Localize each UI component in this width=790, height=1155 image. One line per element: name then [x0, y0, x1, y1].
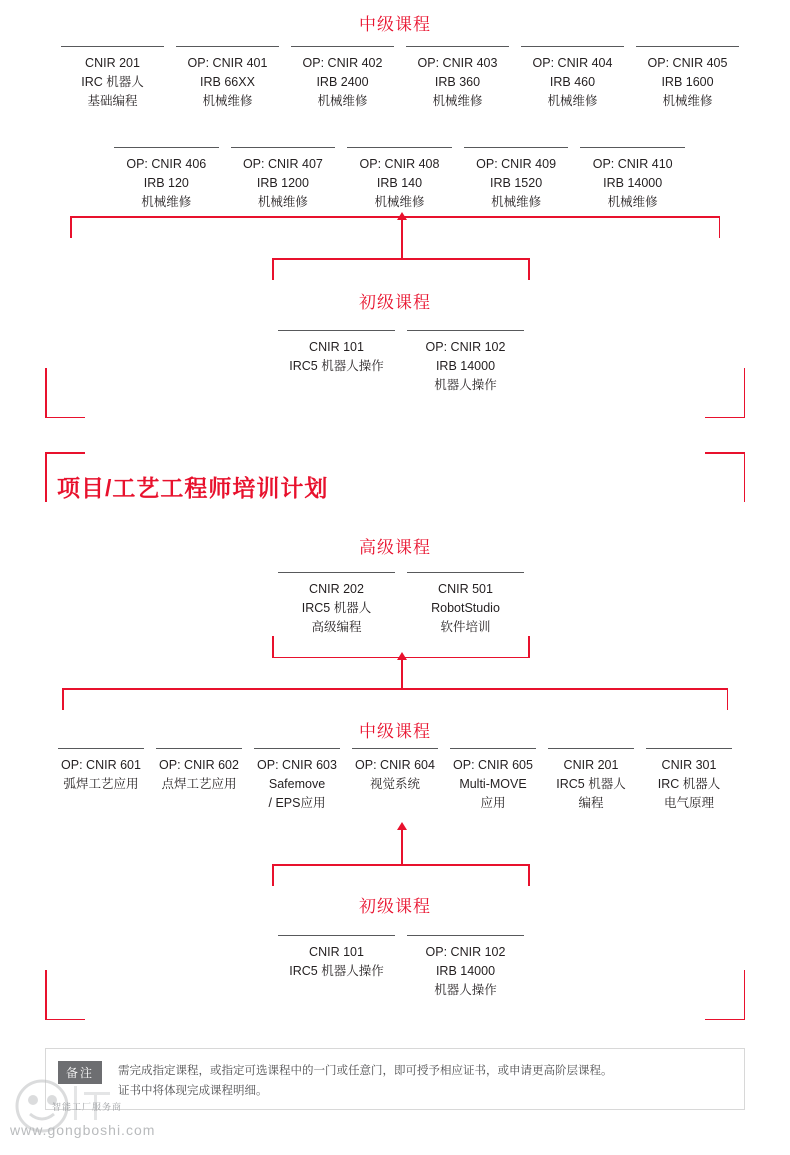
frame-corner-top-right: [705, 452, 745, 502]
course-line2: IRB 14000: [435, 964, 496, 978]
course-card[interactable]: [285, 46, 400, 111]
connector-line: [719, 216, 721, 238]
course-line3: 机械维修: [141, 195, 192, 209]
course-line2: RobotStudio: [431, 601, 500, 615]
watermark-brand: 智能工厂服务商: [52, 1102, 123, 1112]
course-line2: 视觉系统: [369, 777, 420, 791]
course-card[interactable]: [341, 147, 458, 212]
bottom-advanced-title: 高级课程: [359, 538, 431, 557]
course-code: OP: CNIR 407: [231, 147, 336, 174]
course-line3: 机械维修: [491, 195, 542, 209]
course-card[interactable]: [225, 147, 342, 212]
connector-line: [272, 258, 529, 260]
watermark-url: www.gongboshi.com: [10, 1122, 156, 1138]
course-line3: 机器人操作: [434, 983, 497, 997]
top-intermediate-row-2: [108, 147, 691, 212]
course-line2: IRC5 机器人: [301, 601, 372, 615]
course-code: OP: CNIR 601: [58, 748, 144, 775]
top-intermediate-title-wrap: [0, 10, 790, 35]
course-line3: 机械维修: [317, 94, 368, 108]
connector-line: [727, 688, 729, 710]
connector-line: [401, 660, 403, 688]
course-line3: 机械维修: [257, 195, 308, 209]
course-line2: IRB 1600: [661, 75, 714, 89]
connector-line: [70, 216, 72, 238]
course-card[interactable]: [458, 147, 575, 212]
footnote-line-1: 需完成指定课程，或指定可选课程中的一门或任意门，即可授予相应证书，或申请更高阶层课程。: [118, 1065, 613, 1077]
footnote-line-2: 证书中将体现完成课程明细。: [118, 1085, 268, 1097]
course-line3: 高级编程: [311, 620, 362, 634]
course-code: OP: CNIR 406: [114, 147, 219, 174]
arrow-up-icon: [397, 652, 407, 660]
course-card[interactable]: [444, 748, 542, 813]
top-basic-title: 初级课程: [359, 293, 431, 312]
course-card[interactable]: [630, 46, 745, 111]
course-line2: IRC 机器人: [81, 75, 144, 89]
bottom-advanced-row: [272, 572, 530, 637]
course-card[interactable]: [574, 147, 691, 212]
connector-line: [528, 258, 530, 280]
course-code: OP: CNIR 401: [176, 46, 279, 73]
course-line2: IRC 机器人: [657, 777, 721, 791]
course-card[interactable]: [272, 572, 401, 637]
course-line2: IRB 14000: [435, 359, 496, 373]
top-basic-row: [272, 330, 530, 395]
course-code: OP: CNIR 102: [407, 330, 524, 357]
course-card[interactable]: [401, 330, 530, 395]
course-code: OP: CNIR 602: [156, 748, 242, 775]
course-code: OP: CNIR 408: [347, 147, 452, 174]
course-code: CNIR 202: [278, 572, 395, 599]
course-line2: IRC5 机器人: [556, 777, 626, 791]
course-line3: 软件培训: [440, 620, 491, 634]
course-line2: IRC5 机器人操作: [289, 964, 384, 978]
course-line2: IRB 1200: [256, 176, 309, 190]
arrow-up-icon: [397, 212, 407, 220]
course-line2: IRB 66XX: [200, 75, 255, 89]
connector-line: [62, 688, 64, 710]
bottom-intermediate-title: 中级课程: [359, 722, 431, 741]
course-card[interactable]: [52, 748, 150, 794]
connector-line: [401, 218, 403, 258]
course-line3: 机器人操作: [434, 378, 497, 392]
course-code: OP: CNIR 404: [521, 46, 624, 73]
course-code: OP: CNIR 410: [580, 147, 685, 174]
course-card[interactable]: [272, 935, 401, 981]
frame-corner-bottom-left-2: [45, 970, 85, 1020]
course-card[interactable]: [170, 46, 285, 111]
course-line2: IRC5 机器人操作: [289, 359, 384, 373]
footnote-text: [118, 1061, 734, 1101]
connector-line: [62, 688, 728, 690]
course-line3: 机械维修: [547, 94, 598, 108]
course-line2: IRB 460: [549, 75, 596, 89]
course-line2: 弧焊工艺应用: [63, 777, 139, 791]
bottom-intermediate-title-wrap: [0, 717, 790, 742]
course-code: CNIR 301: [646, 748, 732, 775]
course-code: CNIR 201: [548, 748, 634, 775]
course-line2: IRB 2400: [316, 75, 369, 89]
course-line2: Multi-MOVE: [459, 777, 527, 791]
footnote-badge: 备注: [58, 1061, 102, 1084]
course-code: CNIR 501: [407, 572, 524, 599]
course-line2: IRB 360: [434, 75, 481, 89]
bottom-basic-title: 初级课程: [359, 897, 431, 916]
course-card[interactable]: [55, 46, 170, 111]
course-line3: 基础编程: [87, 94, 138, 108]
course-line3: / EPS应用: [268, 796, 326, 810]
course-card[interactable]: [401, 572, 530, 637]
bottom-basic-row: [272, 935, 530, 1000]
course-code: OP: CNIR 405: [636, 46, 739, 73]
course-code: CNIR 101: [278, 330, 395, 357]
course-line2: IRB 120: [143, 176, 189, 190]
course-line3: 电气原理: [663, 796, 714, 810]
course-code: CNIR 201: [61, 46, 164, 73]
top-intermediate-title: 中级课程: [359, 15, 431, 34]
course-code: OP: CNIR 604: [352, 748, 438, 775]
frame-corner-bottom-right: [705, 368, 745, 418]
course-line2: IRB 14000: [603, 176, 663, 190]
connector-line: [272, 864, 529, 866]
connector-line: [70, 216, 720, 218]
top-intermediate-row-1: [55, 46, 745, 111]
course-line3: 机械维修: [662, 94, 713, 108]
course-line3: 机械维修: [202, 94, 253, 108]
arrow-up-icon: [397, 822, 407, 830]
bottom-basic-title-wrap: [0, 892, 790, 917]
course-line3: 机械维修: [374, 195, 425, 209]
course-line2: IRB 140: [376, 176, 423, 190]
frame-corner-bottom-left: [45, 368, 85, 418]
course-line2: IRB 1520: [490, 176, 543, 190]
course-line3: 机械维修: [607, 195, 658, 209]
course-card[interactable]: [515, 46, 630, 111]
course-card[interactable]: [150, 748, 248, 794]
course-card[interactable]: [542, 748, 640, 813]
frame-corner-bottom-right-2: [705, 970, 745, 1020]
course-code: OP: CNIR 403: [406, 46, 509, 73]
course-card[interactable]: [108, 147, 225, 212]
course-card[interactable]: [640, 748, 738, 813]
course-code: OP: CNIR 409: [464, 147, 569, 174]
connector-line: [272, 258, 274, 280]
course-line3: 机械维修: [432, 94, 483, 108]
connector-line: [528, 636, 530, 658]
course-line3: 编程: [578, 796, 604, 810]
course-card[interactable]: [272, 330, 401, 376]
connector-line: [401, 828, 403, 864]
course-line2: 点焊工艺应用: [161, 777, 237, 791]
course-card[interactable]: [400, 46, 515, 111]
course-code: OP: CNIR 603: [254, 748, 340, 775]
course-code: OP: CNIR 402: [291, 46, 394, 73]
course-code: OP: CNIR 102: [407, 935, 524, 962]
bottom-advanced-title-wrap: [0, 533, 790, 558]
connector-line: [272, 864, 274, 886]
course-line3: 应用: [480, 796, 506, 810]
connector-line: [528, 864, 530, 886]
course-code: OP: CNIR 605: [450, 748, 536, 775]
course-line2: Safemove: [268, 777, 326, 791]
course-card[interactable]: [248, 748, 346, 813]
course-card[interactable]: [346, 748, 444, 794]
connector-line: [272, 636, 274, 658]
section-heading: 项目/工艺工程师培训计划: [57, 475, 329, 501]
bottom-intermediate-row: [50, 748, 740, 813]
course-card[interactable]: [401, 935, 530, 1000]
course-code: CNIR 101: [278, 935, 395, 962]
top-basic-title-wrap: [0, 288, 790, 313]
